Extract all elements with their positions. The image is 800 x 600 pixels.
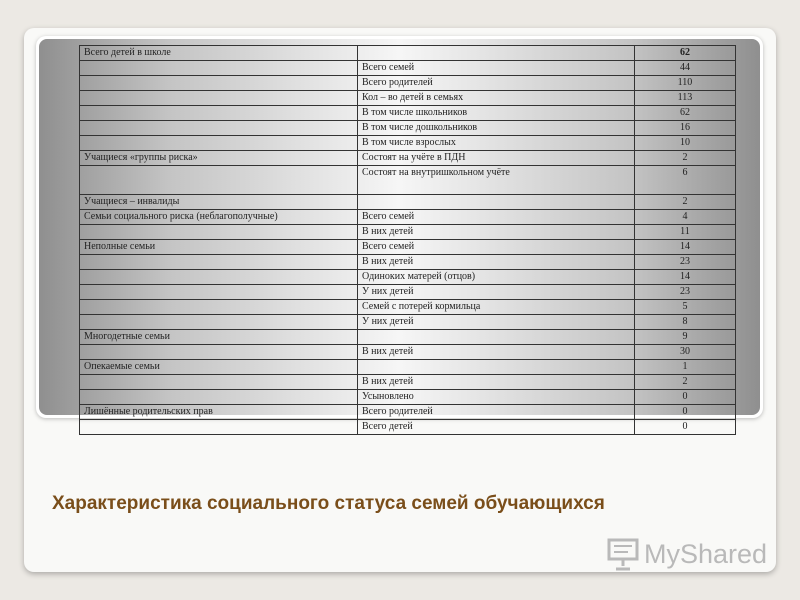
value-cell: 2 [635,375,736,390]
table-row [80,315,736,330]
subcategory-cell: Всего семей [358,61,635,76]
value-cell: 30 [635,345,736,360]
table-row [80,360,736,375]
value-cell: 16 [635,121,736,136]
table-row [80,151,736,166]
subcategory-cell: В том числе взрослых [358,136,635,151]
table-row [80,91,736,106]
subcategory-cell: В них детей [358,375,635,390]
subcategory-cell: Состоят на внутришкольном учёте [358,166,635,195]
category-cell: Учащиеся «группы риска» [80,151,358,166]
category-cell [80,375,358,390]
value-cell: 0 [635,420,736,435]
table-row [80,166,736,195]
value-cell: 110 [635,76,736,91]
category-cell: Учащиеся – инвалиды [80,195,358,210]
value-cell: 2 [635,195,736,210]
subcategory-cell: В том числе дошкольников [358,121,635,136]
subcategory-cell: В них детей [358,345,635,360]
table-row [80,345,736,360]
watermark-text: MyShared [644,539,768,569]
value-cell: 14 [635,270,736,285]
document-sheet [79,45,734,435]
table-row [80,375,736,390]
category-cell: Неполные семьи [80,240,358,255]
value-cell: 8 [635,315,736,330]
subcategory-cell [358,360,635,375]
value-cell: 4 [635,210,736,225]
category-cell [80,225,358,240]
value-cell: 11 [635,225,736,240]
subcategory-cell: У них детей [358,315,635,330]
table-row [80,195,736,210]
category-cell [80,420,358,435]
subcategory-cell: Состоят на учёте в ПДН [358,151,635,166]
presentation-board-icon [606,536,642,572]
table-row [80,46,736,61]
value-cell: 113 [635,91,736,106]
category-cell: Всего детей в школе [80,46,358,61]
value-cell: 1 [635,360,736,375]
category-cell [80,285,358,300]
value-cell: 10 [635,136,736,151]
table-row [80,270,736,285]
subcategory-cell [358,330,635,345]
category-cell: Многодетные семьи [80,330,358,345]
table-row [80,225,736,240]
value-cell: 62 [635,106,736,121]
subcategory-cell: Всего родителей [358,405,635,420]
value-cell: 2 [635,151,736,166]
subcategory-cell: Семей с потерей кормильца [358,300,635,315]
table-row [80,121,736,136]
subcategory-cell: В них детей [358,225,635,240]
slide-title: Характеристика социального статуса семей обучающихся [52,493,605,514]
category-cell: Опекаемые семьи [80,360,358,375]
table-row [80,106,736,121]
table-row [80,61,736,76]
category-cell: Лишённые родительских прав [80,405,358,420]
table-row [80,420,736,435]
subcategory-cell: Всего родителей [358,76,635,91]
table-row [80,300,736,315]
table-row [80,255,736,270]
subcategory-cell: Кол – во детей в семьях [358,91,635,106]
value-cell: 44 [635,61,736,76]
value-cell: 6 [635,166,736,195]
value-cell: 62 [635,46,736,61]
family-status-table [79,45,736,435]
subcategory-cell: Всего семей [358,240,635,255]
table-row [80,405,736,420]
category-cell [80,270,358,285]
subcategory-cell: Одиноких матерей (отцов) [358,270,635,285]
subcategory-cell: В них детей [358,255,635,270]
category-cell [80,121,358,136]
value-cell: 23 [635,255,736,270]
value-cell: 9 [635,330,736,345]
value-cell: 0 [635,405,736,420]
subcategory-cell: В том числе школьников [358,106,635,121]
category-cell [80,166,358,195]
subcategory-cell: У них детей [358,285,635,300]
category-cell [80,315,358,330]
table-row [80,390,736,405]
category-cell [80,390,358,405]
table-row [80,330,736,345]
subcategory-cell: Всего детей [358,420,635,435]
category-cell [80,255,358,270]
category-cell [80,106,358,121]
category-cell [80,91,358,106]
myshared-logo [606,536,766,572]
value-cell: 23 [635,285,736,300]
value-cell: 14 [635,240,736,255]
table-row [80,210,736,225]
subcategory-cell [358,46,635,61]
category-cell [80,61,358,76]
value-cell: 5 [635,300,736,315]
category-cell [80,300,358,315]
subcategory-cell: Всего семей [358,210,635,225]
subcategory-cell [358,195,635,210]
table-row [80,136,736,151]
table-row [80,285,736,300]
table-row [80,76,736,91]
category-cell [80,76,358,91]
category-cell [80,136,358,151]
category-cell [80,345,358,360]
value-cell: 0 [635,390,736,405]
table-row [80,240,736,255]
category-cell: Семьи социального риска (неблагополучные) [80,210,358,225]
subcategory-cell: Усыновлено [358,390,635,405]
